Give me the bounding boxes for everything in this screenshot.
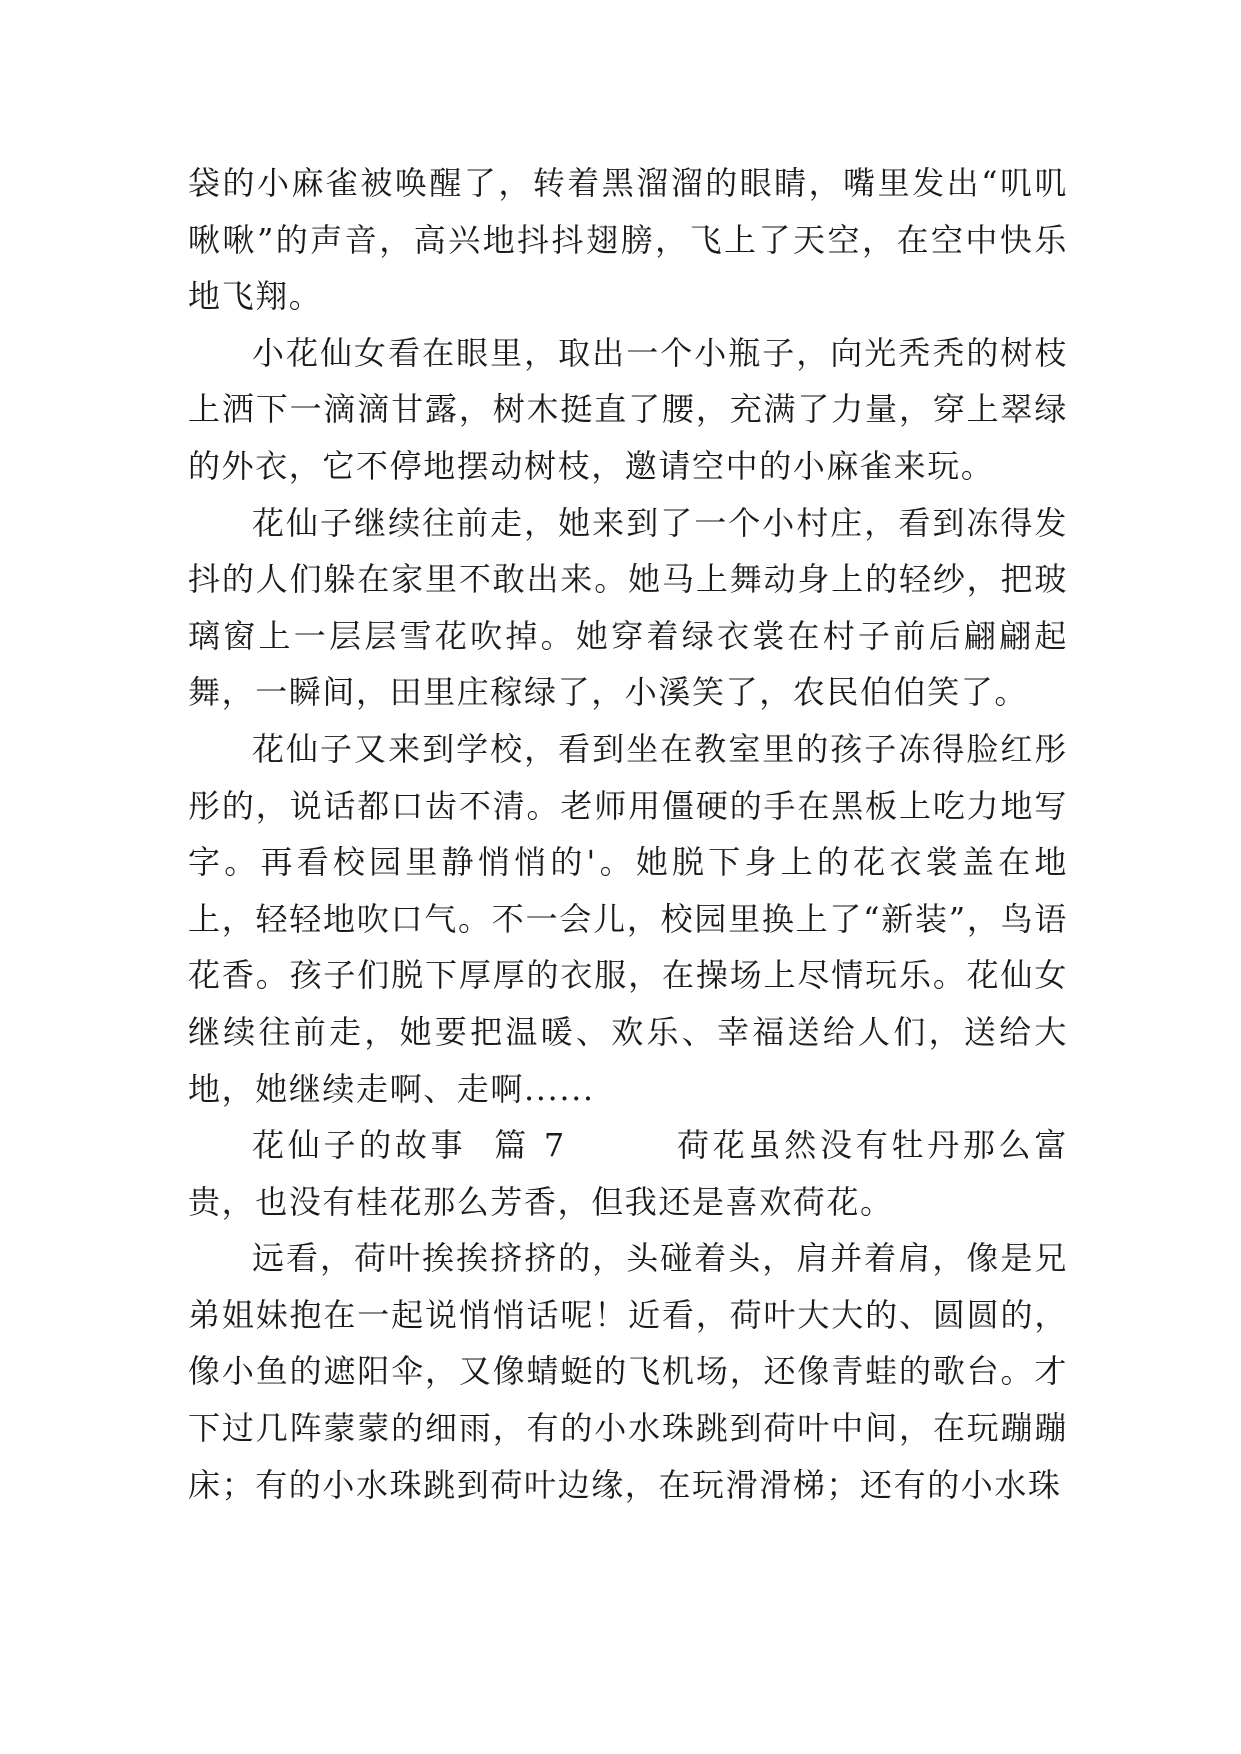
paragraph: 小花仙女看在眼里，取出一个小瓶子，向光秃秃的树枝上洒下一滴滴甘露，树木挺直了腰，充满了力量，穿上翠绿的外衣，它不停地摆动树枝，邀请空中的小麻雀来玩。 (188, 333, 1068, 485)
document-body (188, 155, 1068, 1513)
section-heading-paragraph: 花仙子的故事 篇 7 荷花虽然没有牡丹那么富贵，也没有桂花那么芳香，但我还是喜欢荷花。 (188, 1126, 1068, 1221)
paragraph: 花仙子继续往前走，她来到了一个小村庄，看到冻得发抖的人们躲在家里不敢出来。她马上舞动身上的轻纱，把玻璃窗上一层层雪花吹掉。她穿着绿衣裳在村子前后翩翩起舞，一瞬间，田里庄稼绿了，小溪笑了，农民伯伯笑了。 (188, 503, 1068, 712)
paragraph: 远看，荷叶挨挨挤挤的，头碰着头，肩并着肩，像是兄弟姐妹抱在一起说悄悄话呢！近看，荷叶大大的、圆圆的，像小鱼的遮阳伞，又像蜻蜓的飞机场，还像青蛙的歌台。才下过几阵蒙蒙的细雨，有的小水珠跳到荷叶中间，在玩蹦蹦床；有的小水珠跳到荷叶边缘，在玩滑滑梯；还有的小水珠 (188, 1239, 1068, 1504)
paragraph: 袋的小麻雀被唤醒了，转着黑溜溜的眼睛，嘴里发出“叽叽啾啾”的声音，高兴地抖抖翅膀，飞上了天空，在空中快乐地飞翔。 (188, 164, 1068, 316)
paragraph: 花仙子又来到学校，看到坐在教室里的孩子冻得脸红彤彤的，说话都口齿不清。老师用僵硬的手在黑板上吃力地写字。再看校园里静悄悄的'。她脱下身上的花衣裳盖在地上，轻轻地吹口气。不一会儿，校园里换上了“新装”，鸟语花香。孩子们脱下厚厚的衣服，在操场上尽情玩乐。花仙女继续往前走，她要把温暖、欢乐、幸福送给人们，送给大地，她继续走啊、走啊...... (188, 729, 1068, 1108)
